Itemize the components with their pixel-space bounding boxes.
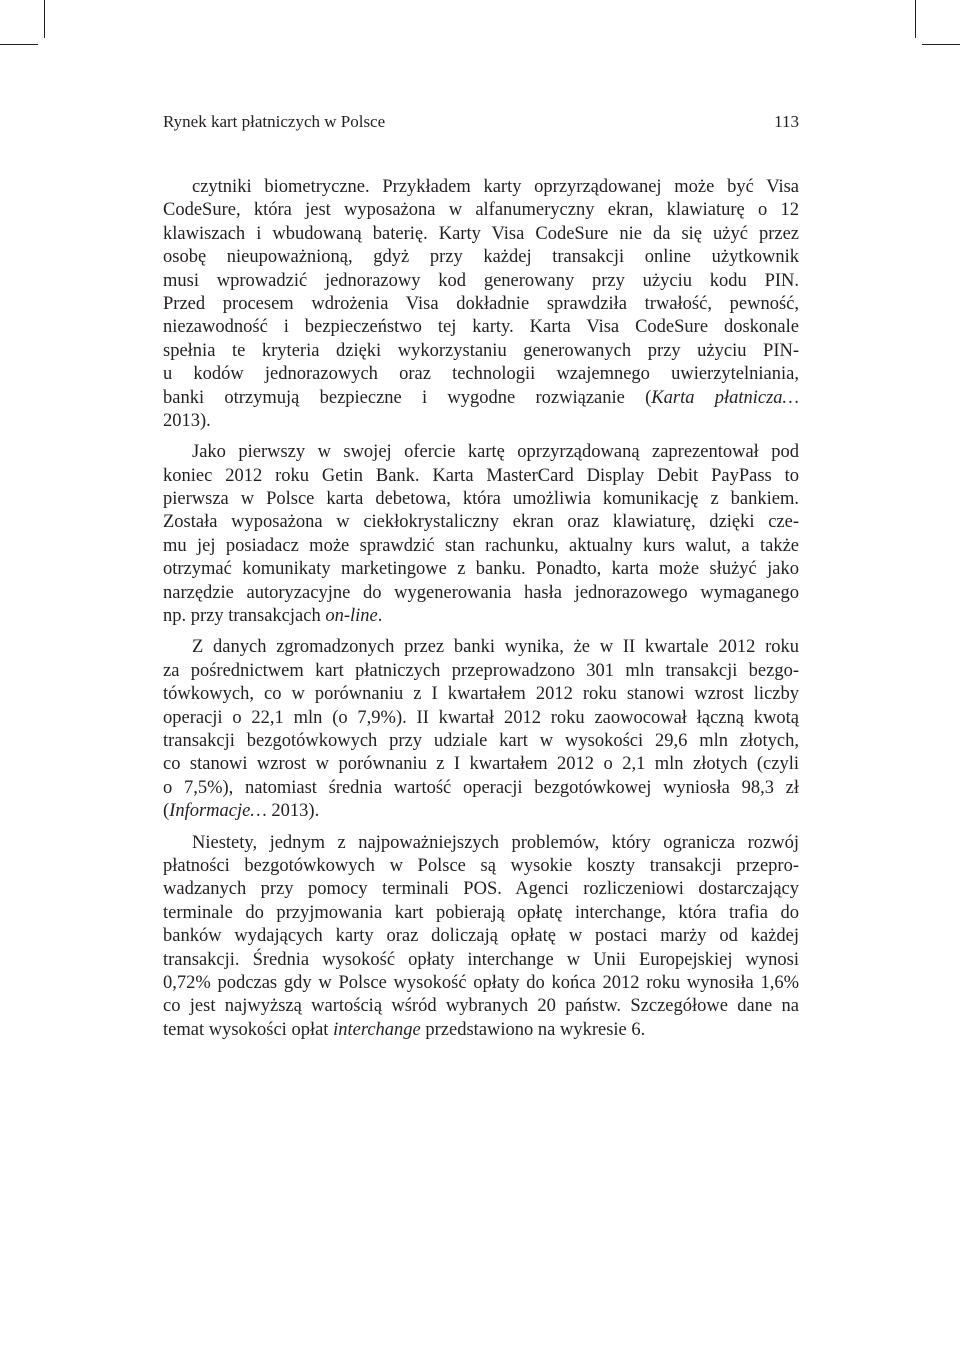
text-line: Przed procesem wdrożenia Visa dokładnie sprawdziła trwałość, pewność, [163,293,799,314]
text-line [163,1019,799,1042]
text-line: CodeSure, która jest wyposażona w alfanumeryczny ekran, klawiaturę o 12 [163,200,799,221]
paragraph-1 [163,176,799,433]
text-line: wadzanych przy pomocy terminali POS. Agenci rozliczeniowi dostarczający [163,879,799,900]
text-line: terminale do przyjmowania kart pobierają opłatę interchange, która trafia do [163,902,799,923]
text-line [163,387,799,410]
text-run: banki otrzymują bezpieczne i wygodne rozwiązanie ( [163,387,652,408]
text-line: spełnia te kryteria dzięki wykorzystaniu generowanych przy użyciu PIN- [163,340,799,361]
text-line: Niestety, jednym z najpoważniejszych problemów, który ogranicza rozwój [192,832,799,853]
text-run: przedstawiono na wykresie 6. [420,1019,646,1040]
text-run: . [377,606,383,627]
term-italic: on-line [325,606,378,627]
text-line: za pośrednictwem kart płatniczych przeprowadzono 301 mln transakcji bezgo- [163,660,799,681]
running-head [163,111,799,133]
page-number: 113 [774,112,799,131]
text-line: pierwsza w Polsce karta debetowa, która umożliwia komunikację z bankiem. [163,489,799,510]
text-line: Z danych zgromadzonych przez banki wynika, że w II kwartale 2012 roku [192,637,799,658]
citation-italic: Karta płatnicza… [651,387,799,408]
crop-mark-top-right-horizontal [922,44,960,45]
text-line: musi wprowadzić jednorazowy kod generowany przy użyciu kodu PIN. [163,270,799,291]
text-line: transakcji bezgotówkowych przy udziale kart w wysokości 29,6 mln złotych, [163,730,799,751]
paragraph-3 [163,636,799,823]
text-line [163,800,799,823]
text-line: 0,72% podczas gdy w Polsce wysokość opłaty do końca 2012 roku wynosiła 1,6% [163,972,799,993]
crop-mark-top-left-horizontal [0,44,38,45]
text-line: operacji o 22,1 mln (o 7,9%). II kwartał 2012 roku zaowocował łączną kwotą [163,707,799,728]
text-line: mu jej posiadacz może sprawdzić stan rachunku, aktualny kurs walut, a także [163,535,799,556]
text-line: niezawodność i bezpieczeństwo tej karty. Karta Visa CodeSure doskonale [163,317,799,338]
text-line: koniec 2012 roku Getin Bank. Karta MasterCard Display Debit PayPass to [163,465,799,486]
running-title: Rynek kart płatniczych w Polsce [163,112,386,131]
text-line: Jako pierwszy w swojej ofercie kartę oprzyrządowaną zaprezentował pod [192,442,799,463]
text-line: narzędzie autoryzacyjne do wygenerowania hasła jednorazowego wymaganego [163,582,799,603]
text-line: otrzymać komunikaty marketingowe z banku. Ponadto, karta może służyć jako [163,559,799,580]
paragraph-2 [163,441,799,628]
text-line: płatności bezgotówkowych w Polsce są wysokie koszty transakcji przepro- [163,855,799,876]
text-run: np. przy transakcjach [163,606,326,627]
text-line [163,605,799,628]
body-text [163,176,799,1042]
text-line: tówkowych, co w porównaniu z I kwartałem 2012 roku stanowi wzrost liczby [163,684,799,705]
text-line: co stanowi wzrost w porównaniu z I kwartałem 2012 o 2,1 mln złotych (czyli [163,754,799,775]
text-line: czytniki biometryczne. Przykładem karty oprzyrządowanej może być Visa [192,177,799,197]
text-line: o 7,5%), natomiast średnia wartość operacji bezgotówkowej wyniosła 98,3 zł [163,777,799,798]
citation-italic: Informacje… [169,801,267,822]
text-line: klawiszach i wbudowaną baterię. Karty Visa CodeSure nie da się użyć przez [163,223,799,244]
text-line: banków wydających karty oraz doliczają opłatę w postaci marży od każdej [163,926,799,947]
crop-mark-top-right-vertical [915,0,916,38]
text-line: transakcji. Średnia wysokość opłaty interchange w Unii Europejskiej wynosi [163,949,799,970]
text-line: 2013). [163,410,211,431]
text-run: 2013). [266,801,320,822]
paragraph-4 [163,832,799,1043]
text-line: u kodów jednorazowych oraz technologii wzajemnego uwierzytelniania, [163,364,799,385]
text-run: temat wysokości opłat [163,1019,334,1040]
term-italic: interchange [333,1019,421,1040]
text-line: Została wyposażona w ciekłokrystaliczny ekran oraz klawiaturę, dzięki cze- [163,512,799,533]
text-line: osobę nieupoważnioną, gdyż przy każdej transakcji online użytkownik [163,247,799,268]
text-run: ( [163,801,170,822]
text-line: co jest najwyższą wartością wśród wybranych 20 państw. Szczegółowe dane na [163,996,799,1017]
crop-mark-top-left-vertical [44,0,45,38]
